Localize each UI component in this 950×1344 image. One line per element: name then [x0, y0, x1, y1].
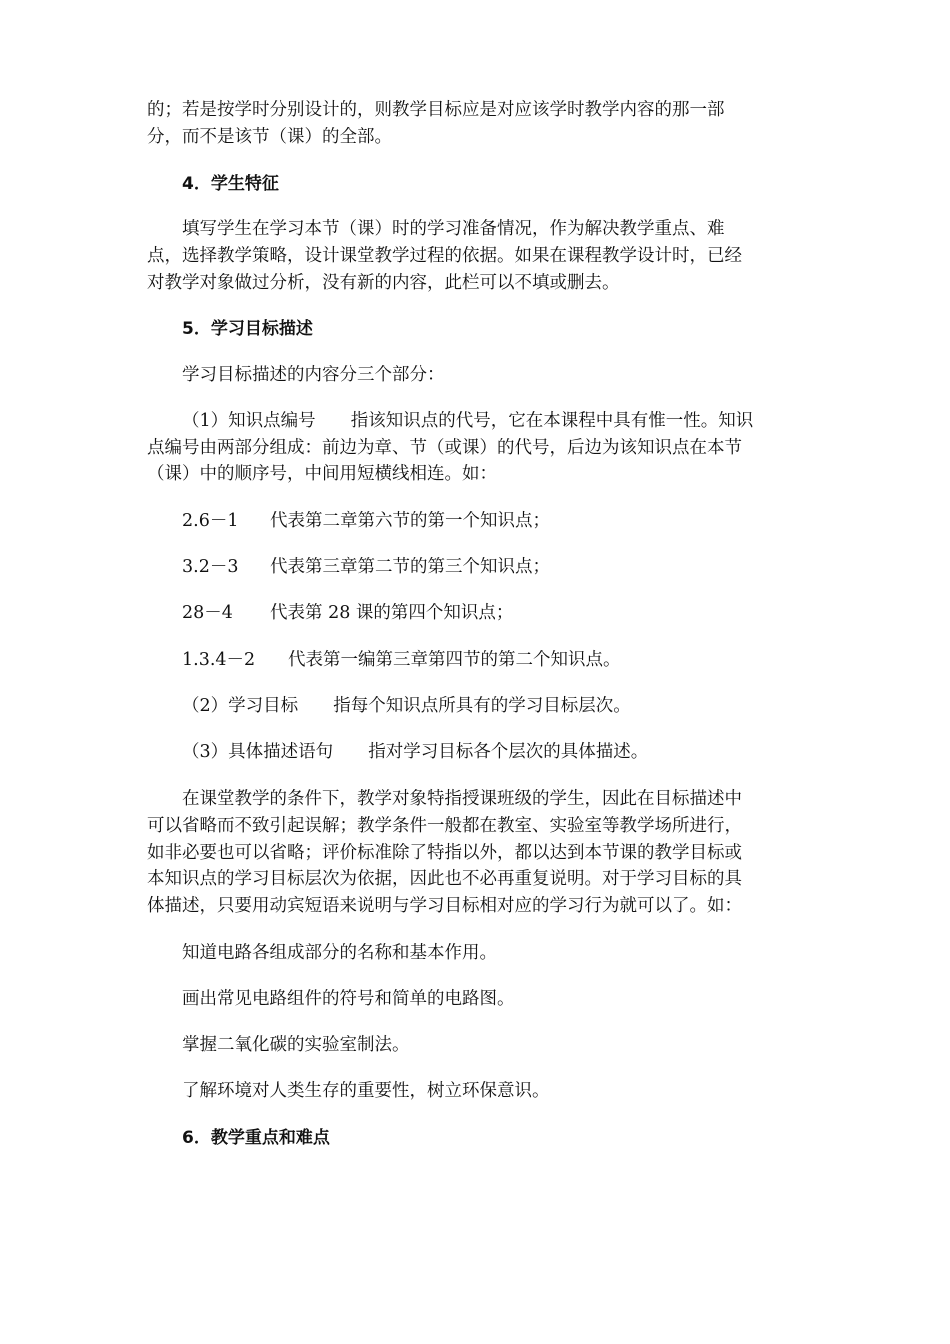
text-line: 点编号由两部分组成：前边为章、节（或课）的代号，后边为该知识点在本节	[147, 438, 742, 458]
item-3-line	[182, 741, 648, 763]
text-line: 本知识点的学习目标层次为依据，因此也不必再重复说明。对于学习目标的具	[147, 869, 742, 889]
text-line: 如非必要也可以省略；评价标准除了特指以外，都以达到本节课的教学目标或	[147, 843, 742, 863]
item-label: （3）具体描述语句	[182, 742, 334, 762]
text-line: 体描述，只要用动宾短语来说明与学习目标相对应的学习行为就可以了。如：	[147, 896, 742, 916]
knowledge-code: 3.2－3	[182, 557, 239, 577]
example-line	[182, 649, 621, 671]
goal-example: 画出常见电路组件的符号和简单的电路图。	[182, 989, 515, 1009]
knowledge-code: 1.3.4－2	[182, 650, 256, 670]
item-desc: 指每个知识点所具有的学习目标层次。	[333, 696, 631, 716]
example-text: 代表第二章第六节的第一个知识点；	[270, 511, 550, 531]
example-line	[182, 602, 513, 624]
item-1-line	[182, 410, 753, 432]
item-label: （1）知识点编号	[182, 411, 316, 431]
text-line: 学习目标描述的内容分三个部分：	[182, 365, 445, 385]
goal-example: 掌握二氧化碳的实验室制法。	[182, 1035, 410, 1055]
section-heading: 6．教学重点和难点	[182, 1128, 330, 1148]
example-text: 代表第一编第三章第四节的第二个知识点。	[288, 650, 621, 670]
item-desc: 指对学习目标各个层次的具体描述。	[368, 742, 649, 762]
goal-example: 了解环境对人类生存的重要性，树立环保意识。	[182, 1081, 550, 1101]
section-heading: 5．学习目标描述	[182, 319, 313, 339]
item-desc: 指该知识点的代号，它在本课程中具有惟一性。知识	[350, 411, 754, 431]
section-heading: 4．学生特征	[182, 174, 279, 194]
text-line: （课）中的顺序号，中间用短横线相连。如：	[147, 464, 497, 484]
text-line: 的；若是按学时分别设计的，则教学目标应是对应该学时教学内容的那一部	[147, 100, 725, 120]
text-line: 可以省略而不致引起误解；教学条件一般都在教室、实验室等教学场所进行，	[147, 816, 742, 836]
text-line: 对教学对象做过分析，没有新的内容，此栏可以不填或删去。	[147, 273, 620, 293]
example-line	[182, 556, 550, 578]
example-line	[182, 510, 550, 532]
text-line: 分，而不是该节（课）的全部。	[147, 127, 392, 147]
goal-example: 知道电路各组成部分的名称和基本作用。	[182, 943, 497, 963]
knowledge-code: 28－4	[182, 603, 233, 623]
example-text: 代表第三章第二节的第三个知识点；	[270, 557, 550, 577]
item-label: （2）学习目标	[182, 696, 299, 716]
text-line: 点，选择教学策略，设计课堂教学过程的依据。如果在课程教学设计时，已经	[147, 246, 742, 266]
knowledge-code: 2.6－1	[182, 511, 239, 531]
item-2-line	[182, 695, 631, 717]
example-text: 代表第 28 课的第四个知识点；	[270, 603, 514, 623]
text-line: 填写学生在学习本节（课）时的学习准备情况，作为解决教学重点、难	[182, 219, 725, 239]
text-line: 在课堂教学的条件下，教学对象特指授课班级的学生，因此在目标描述中	[182, 789, 742, 809]
